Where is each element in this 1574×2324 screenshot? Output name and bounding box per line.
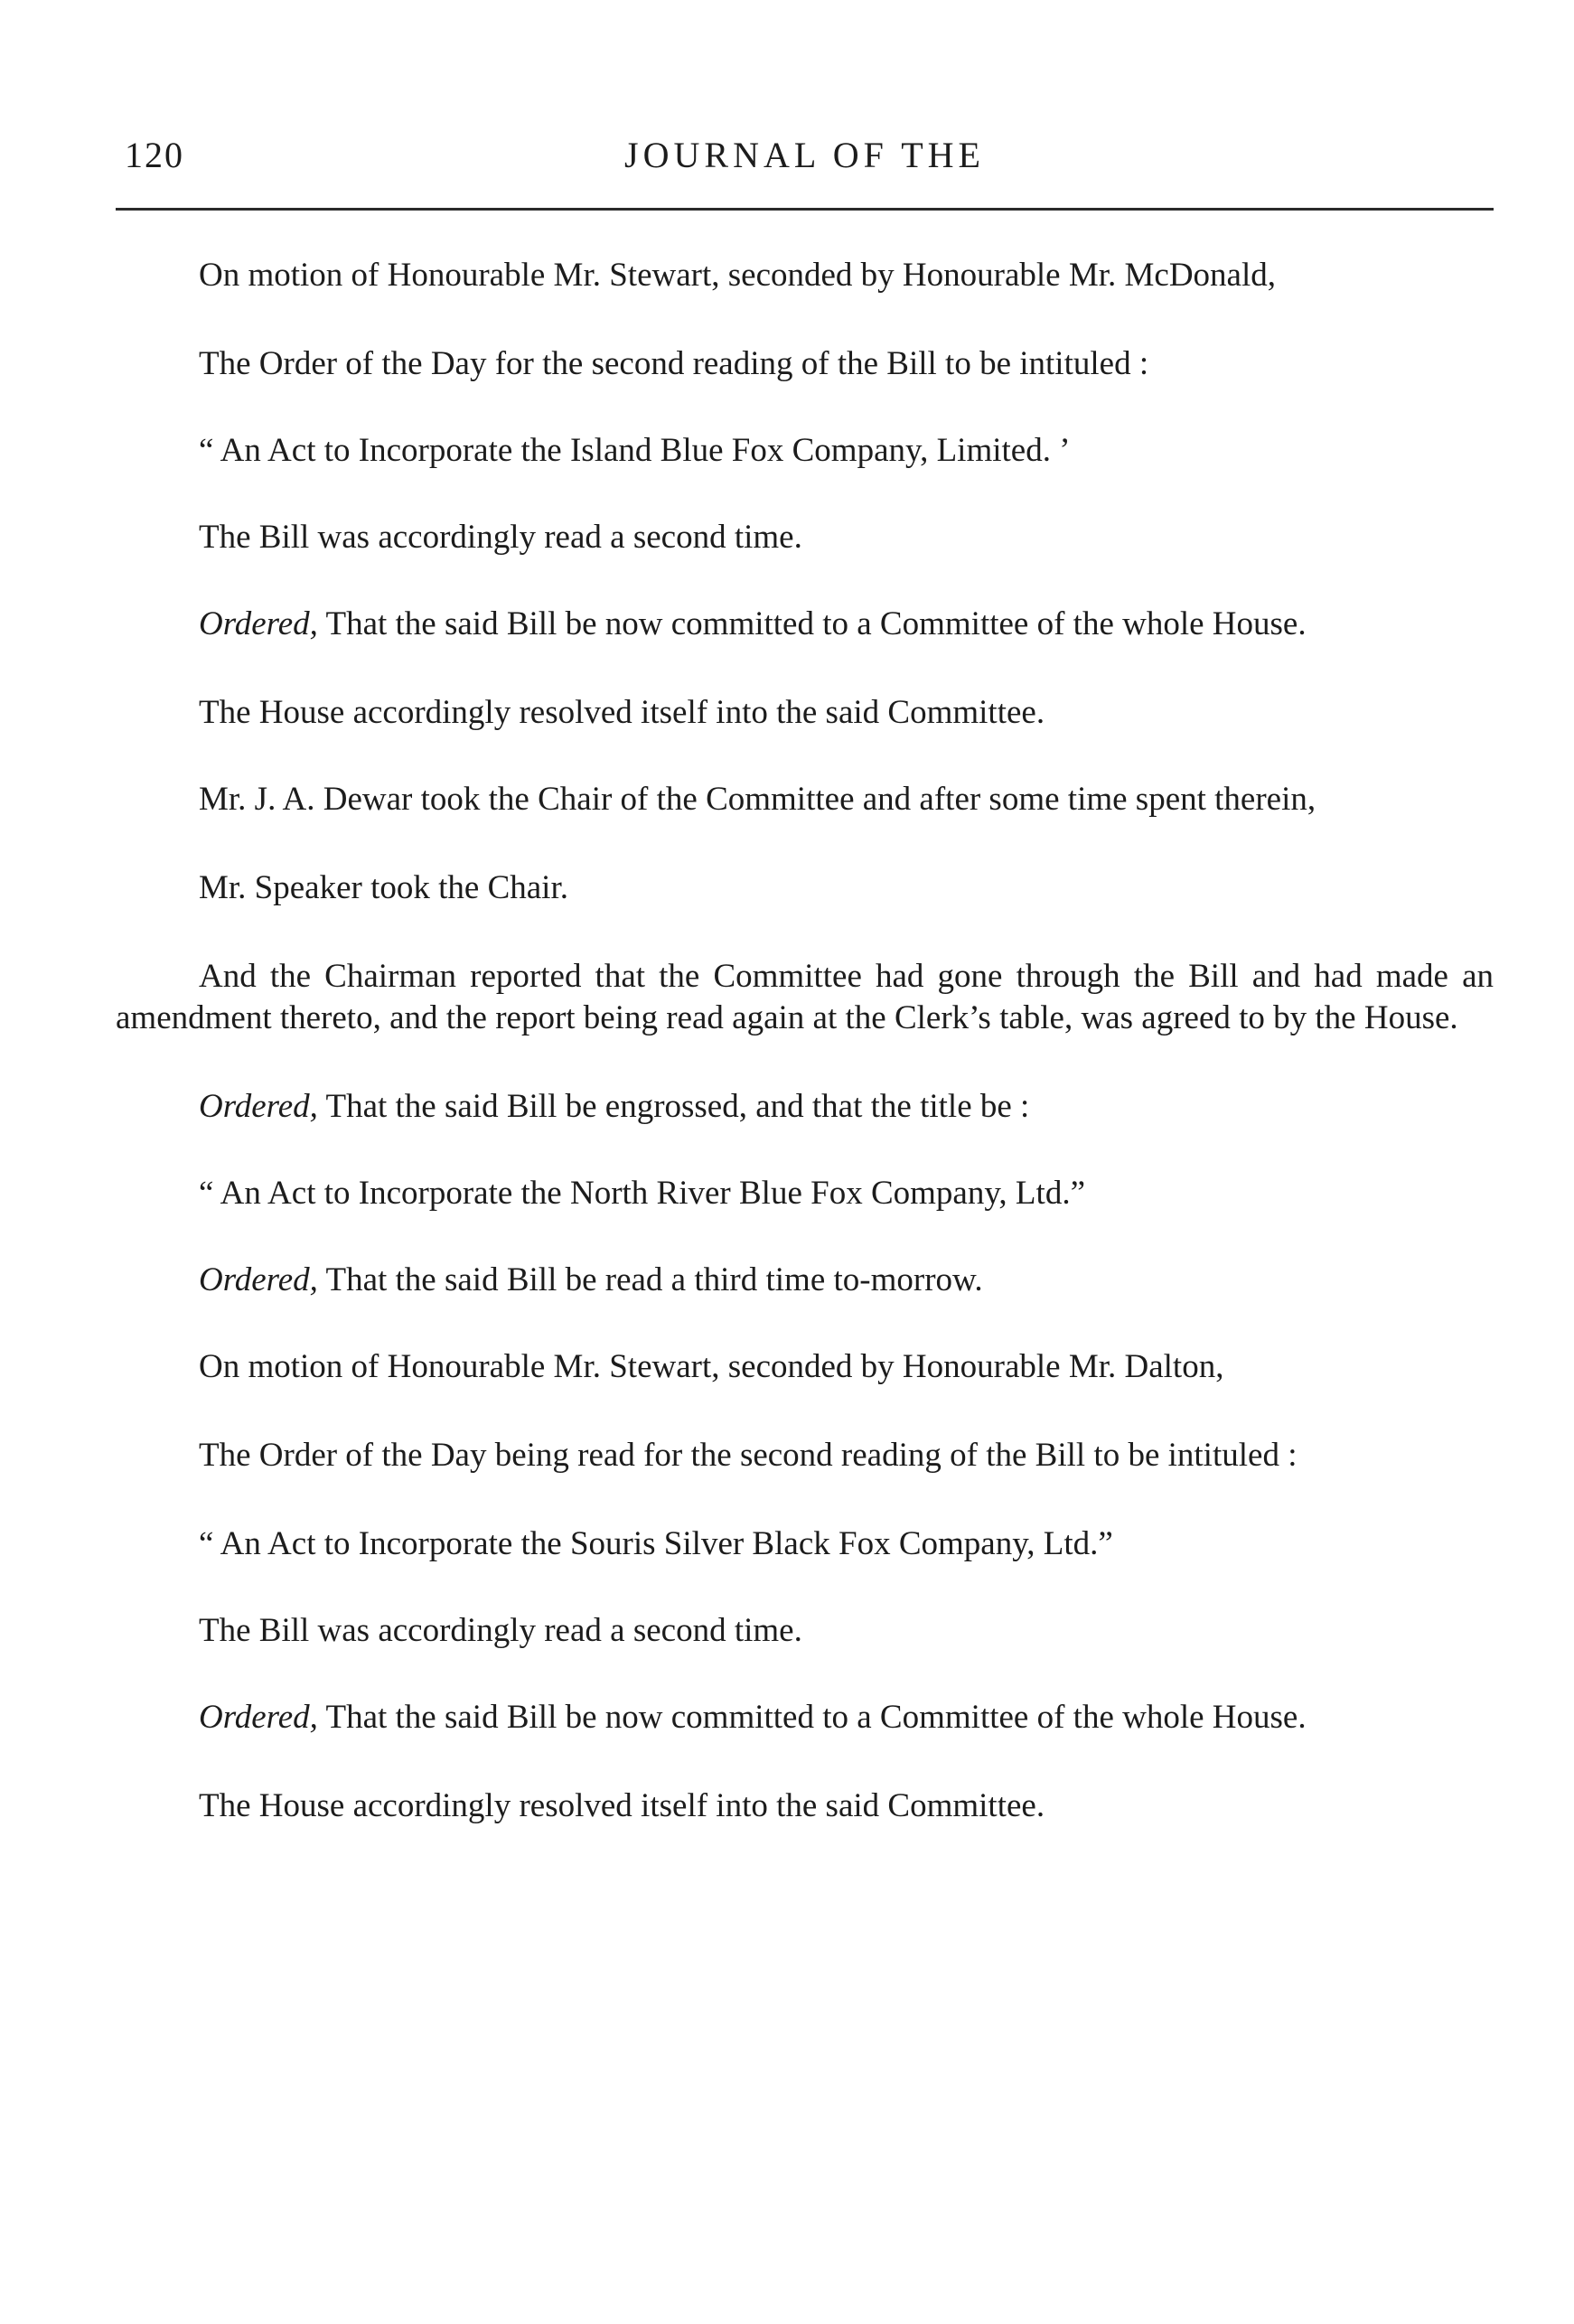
page-header bbox=[116, 134, 1494, 188]
journal-body bbox=[116, 255, 1494, 1827]
paragraph-ordered-third-reading: Ordered, That the said Bill be read a third time to-morrow. bbox=[199, 1261, 983, 1298]
ordered-lead: Ordered, bbox=[199, 1699, 318, 1736]
paragraph-speaker-chair: Mr. Speaker took the Chair. bbox=[199, 869, 568, 906]
paragraph-ordered-committee-2: Ordered, That the said Bill be now committed to a Committee of the whole House. bbox=[199, 1699, 1307, 1736]
ordered-lead: Ordered, bbox=[199, 1088, 318, 1125]
running-head: JOURNAL OF THE bbox=[624, 135, 985, 175]
paragraph-motion-2: On motion of Honourable Mr. Stewart, seconded by Honourable Mr. Dalton, bbox=[199, 1348, 1224, 1385]
paragraph-dewar-chair: Mr. J. A. Dewar took the Chair of the Committee and after some time spent therein, bbox=[199, 781, 1316, 818]
paragraph-house-resolved-2: The House accordingly resolved itself into the said Committee. bbox=[199, 1787, 1045, 1824]
paragraph-motion-1: On motion of Honourable Mr. Stewart, seconded by Honourable Mr. McDonald, bbox=[199, 257, 1277, 294]
ordered-lead: Ordered, bbox=[199, 1261, 318, 1298]
header-rule bbox=[116, 208, 1494, 211]
paragraph-chairman-report: And the Chairman reported that the Committee had gone through the Bill and had made an amendment thereto, and the report being read again at the Clerk’s table, was agreed to by the House. bbox=[116, 958, 1494, 1036]
paragraph-ordered-engrossed: Ordered, That the said Bill be engrossed, and that the title be : bbox=[199, 1088, 1030, 1125]
paragraph-house-resolved-1: The House accordingly resolved itself into the said Committee. bbox=[199, 694, 1045, 731]
paragraph-bill-title-1: “ An Act to Incorporate the Island Blue Fox Company, Limited. ’ bbox=[199, 432, 1071, 469]
paragraph-second-reading-1: The Bill was accordingly read a second time. bbox=[199, 519, 802, 556]
paragraph-order-of-day-2: The Order of the Day being read for the second reading of the Bill to be intituled : bbox=[199, 1437, 1298, 1474]
ordered-lead: Ordered, bbox=[199, 605, 318, 642]
paragraph-bill-title-2: “ An Act to Incorporate the North River Blue Fox Company, Ltd.” bbox=[199, 1175, 1085, 1212]
paragraph-ordered-committee-1: Ordered, That the said Bill be now committed to a Committee of the whole House. bbox=[199, 605, 1307, 642]
page-number: 120 bbox=[125, 135, 184, 175]
paragraph-bill-title-3: “ An Act to Incorporate the Souris Silver Black Fox Company, Ltd.” bbox=[199, 1525, 1113, 1562]
paragraph-second-reading-2: The Bill was accordingly read a second time. bbox=[199, 1612, 802, 1649]
paragraph-order-of-day-1: The Order of the Day for the second reading of the Bill to be intituled : bbox=[199, 345, 1149, 382]
